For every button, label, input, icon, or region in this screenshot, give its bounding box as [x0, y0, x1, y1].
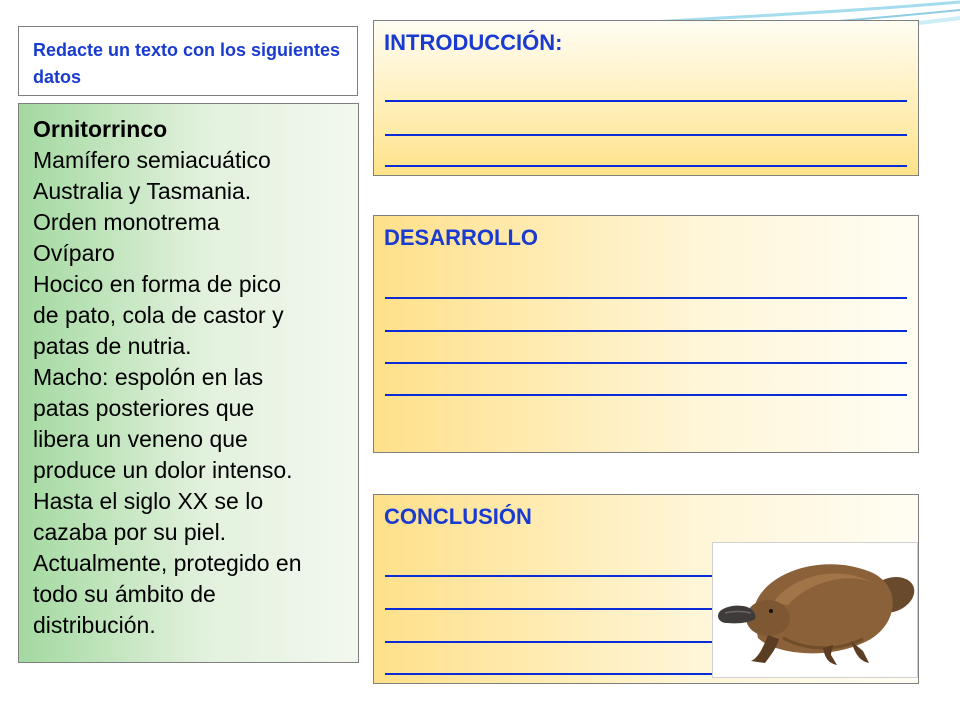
desarrollo-heading: DESARROLLO — [384, 225, 538, 250]
fact-line: libera un veneno que — [33, 426, 248, 452]
fact-line: Mamífero semiacuático — [33, 147, 271, 173]
instruction-box — [18, 26, 358, 96]
instruction-text: Redacte un texto con los siguientes datos — [33, 40, 341, 87]
desarrollo-section — [373, 215, 919, 453]
writing-line — [385, 165, 907, 167]
fact-line: patas posteriores que — [33, 395, 255, 421]
fact-line: cazaba por su piel. — [33, 519, 227, 545]
fact-line: Orden monotrema — [33, 209, 220, 235]
fact-line: produce un dolor intenso. — [33, 457, 293, 483]
introduction-heading: INTRODUCCIÓN: — [384, 30, 563, 55]
conclusion-heading: CONCLUSIÓN — [384, 504, 532, 529]
writing-line — [385, 362, 907, 364]
facts-panel — [18, 103, 359, 663]
writing-line — [385, 330, 907, 332]
fact-line: de pato, cola de castor y — [33, 302, 284, 328]
platypus-image — [712, 542, 918, 678]
writing-line — [385, 297, 907, 299]
writing-line — [385, 100, 907, 102]
fact-line: distribución. — [33, 612, 156, 638]
fact-line: Hocico en forma de pico — [33, 271, 282, 297]
fact-line: Macho: espolón en las — [33, 364, 264, 390]
writing-line — [385, 134, 907, 136]
introduction-section — [373, 20, 919, 176]
fact-line: patas de nutria. — [33, 333, 192, 359]
fact-line: todo su ámbito de — [33, 581, 216, 607]
platypus-illustration — [713, 543, 917, 677]
fact-line: Australia y Tasmania. — [33, 178, 252, 204]
facts-title: Ornitorrinco — [33, 116, 168, 142]
fact-line: Ovíparo — [33, 240, 115, 266]
writing-line — [385, 394, 907, 396]
fact-line: Actualmente, protegido en — [33, 550, 302, 576]
fact-line: Hasta el siglo XX se lo — [33, 488, 264, 514]
